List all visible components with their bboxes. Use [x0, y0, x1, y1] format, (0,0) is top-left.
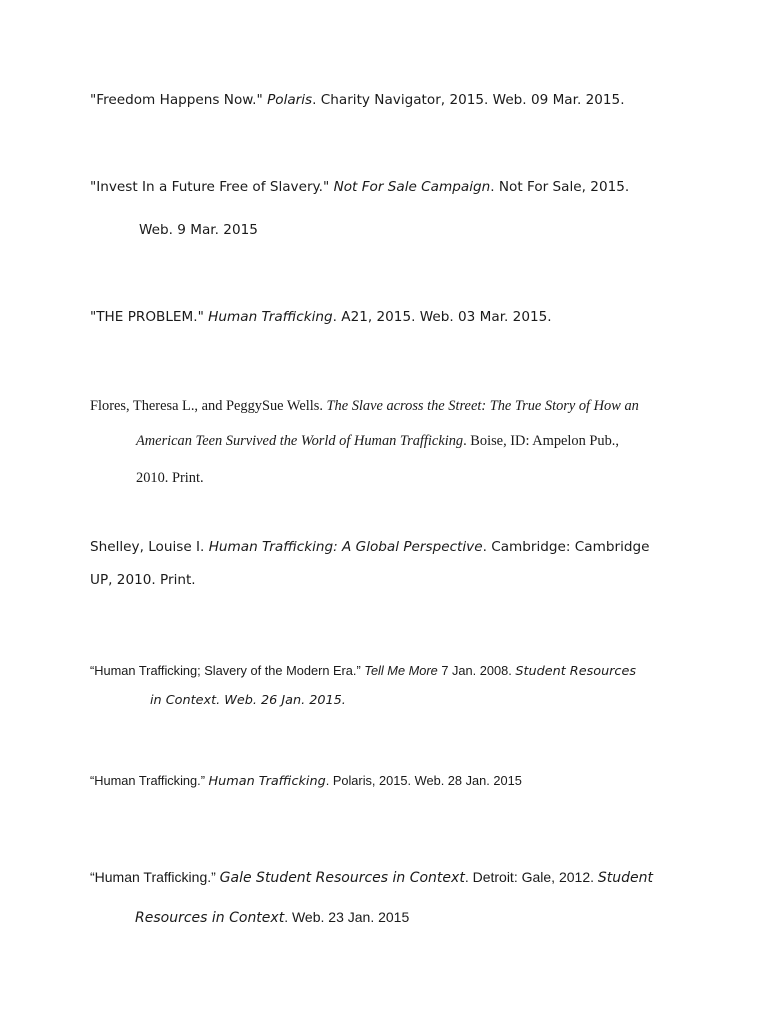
citation-3-line-1: [90, 309, 552, 325]
citation-5-line-1: [90, 539, 649, 555]
text-segment: Flores, Theresa L., and PeggySue Wells.: [90, 398, 327, 414]
citation-4-line-3: [136, 470, 204, 487]
citation-8-line-1: [90, 869, 653, 886]
text-segment: . A21, 2015. Web. 03 Mar. 2015.: [332, 309, 552, 325]
citation-6-line-2: [150, 693, 346, 708]
text-segment-italic: in Context. Web. 26 Jan. 2015.: [150, 693, 346, 708]
text-segment-italic: Resources in Context: [135, 910, 285, 926]
citation-7-line-1: [90, 773, 522, 789]
text-segment: . Web. 23 Jan. 2015: [284, 909, 410, 925]
citation-6-line-1: [90, 663, 636, 679]
text-segment-italic: The Slave across the Street: The True Story of How an: [326, 398, 639, 414]
text-segment-italic: Student: [597, 870, 654, 886]
text-segment: . Boise, ID: Ampelon Pub.,: [463, 433, 619, 449]
citation-5-line-2: [90, 572, 196, 588]
text-segment-italic: Polaris: [267, 92, 313, 108]
text-segment-italic: Student Resources: [515, 664, 637, 679]
text-segment-italic: Human Trafficking: [208, 774, 326, 789]
text-segment: . Charity Navigator, 2015. Web. 09 Mar. 2015.: [312, 92, 625, 108]
citation-4-line-1: [90, 398, 639, 415]
citation-1-line-1: [90, 92, 625, 108]
text-segment: . Polaris, 2015. Web. 28 Jan. 2015: [325, 773, 522, 788]
text-segment-italic: Tell Me More: [364, 663, 438, 678]
text-segment: . Detroit: Gale, 2012.: [464, 869, 598, 885]
citation-8-line-2: [135, 909, 409, 926]
text-segment: . Not For Sale, 2015.: [490, 179, 630, 195]
text-segment: Shelley, Louise I.: [90, 539, 209, 555]
text-segment: UP, 2010. Print.: [90, 572, 196, 588]
citation-2-line-1: [90, 179, 629, 195]
text-segment: “Human Trafficking; Slavery of the Modern Era.”: [90, 663, 365, 678]
citation-2-line-2: [139, 222, 258, 238]
text-segment-italic: American Teen Survived the World of Human Trafficking: [136, 433, 464, 449]
citation-4-line-2: [136, 433, 619, 450]
text-segment: 2010. Print.: [136, 470, 204, 486]
text-segment-italic: Gale Student Resources in Context: [219, 870, 465, 886]
text-segment-italic: Not For Sale Campaign: [333, 179, 491, 195]
text-segment: . Cambridge: Cambridge: [482, 539, 650, 555]
text-segment: “Human Trafficking.”: [90, 869, 220, 885]
text-segment-italic: Human Trafficking: [208, 309, 333, 325]
text-segment: "Freedom Happens Now.": [90, 92, 268, 108]
text-segment: "Invest In a Future Free of Slavery.": [90, 179, 334, 195]
text-segment: Web. 9 Mar. 2015: [139, 222, 258, 238]
text-segment: 7 Jan. 2008.: [437, 663, 516, 678]
text-segment: "THE PROBLEM.": [90, 309, 209, 325]
text-segment: “Human Trafficking.”: [90, 773, 209, 788]
text-segment-italic: Human Trafficking: A Global Perspective: [208, 539, 483, 555]
